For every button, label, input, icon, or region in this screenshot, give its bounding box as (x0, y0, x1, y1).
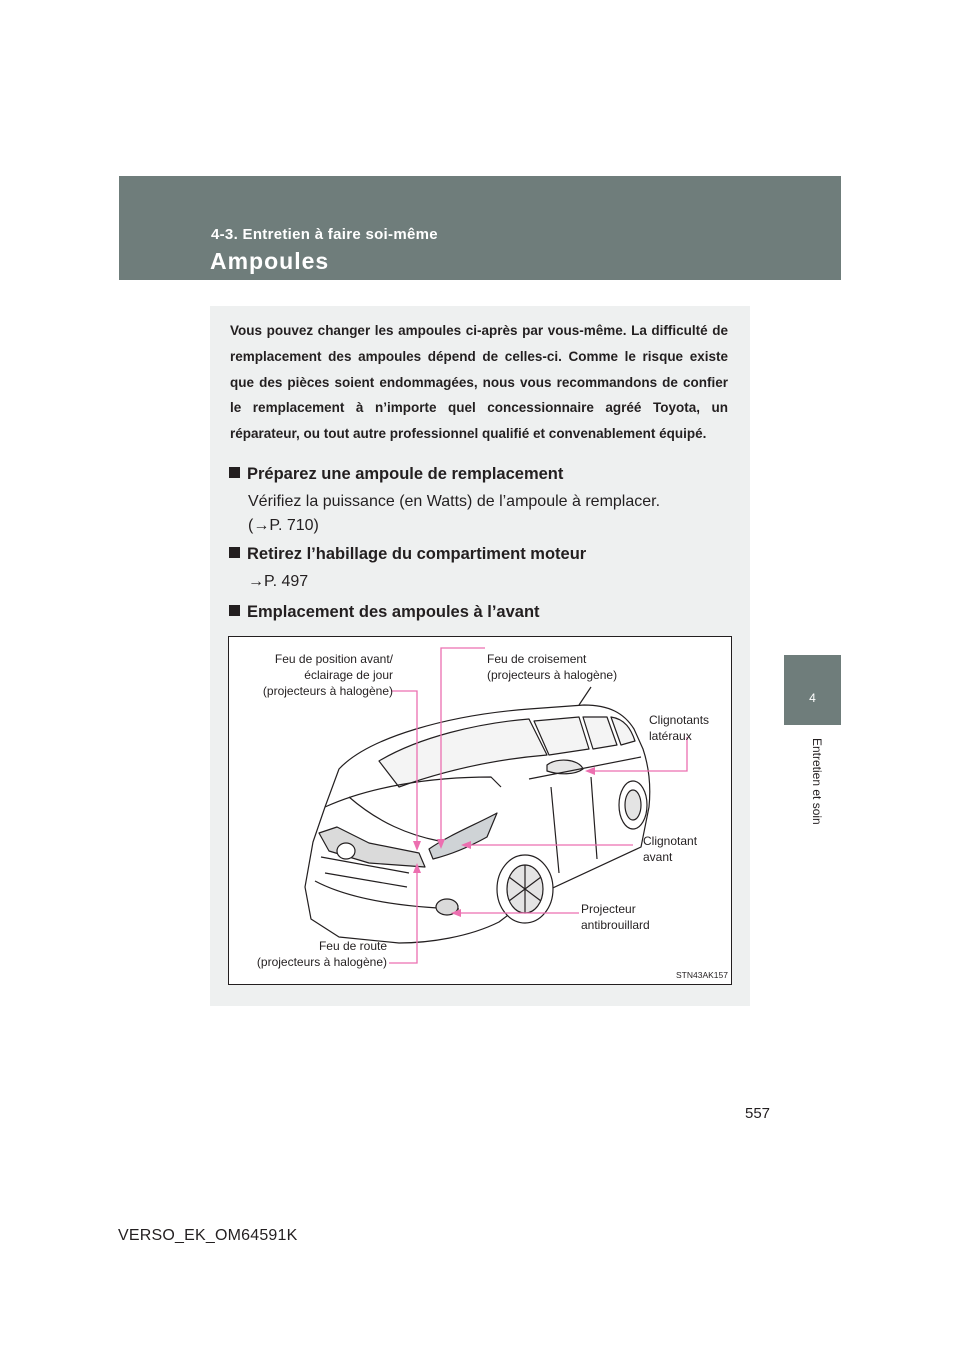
intro-paragraph: Vous pouvez changer les ampoules ci-après par vous-même. La difficulté de remplacement des ampoules dépend de celles-ci. Comme le risque existe que des pièces soient endommagées, nous vous recommandons de confier le remplacement à n’importe quel concessionnaire agréé Toyota, un réparateur, ou tout autre professionnel qualifié et convenablement équipé. (230, 323, 728, 442)
page-number: 557 (745, 1105, 771, 1122)
heading-text: Préparez une ampoule de remplacement (247, 465, 564, 483)
figure-code: STN43AK157 (676, 970, 728, 980)
page-reference-link[interactable]: →P. 497 (248, 573, 309, 590)
heading-text: Emplacement des ampoules à l’avant (247, 603, 540, 621)
heading-front-bulb-locations (229, 603, 540, 622)
body-line: Vérifiez la puissance (en Watts) de l’ampoule à remplacer. (248, 493, 661, 510)
prepare-bulb-text (248, 490, 660, 538)
square-bullet-icon (229, 605, 240, 616)
document-code: VERSO_EK_OM64591K (118, 1227, 298, 1244)
callout-low-beam: Feu de croisement (projecteurs à halogène) (487, 652, 618, 682)
heading-text: Retirez l’habillage du compartiment moteur (247, 545, 587, 563)
bulb-location-figure (228, 636, 732, 985)
page-title: Ampoules (210, 248, 330, 274)
section-label: 4-3. Entretien à faire soi-même (211, 226, 438, 243)
square-bullet-icon (229, 547, 240, 558)
heading-remove-cover (229, 545, 586, 564)
callout-position-light: Feu de position avant/ éclairage de jour (projecteurs à halogène) (262, 652, 393, 698)
square-bullet-icon (229, 467, 240, 478)
chapter-number: 4 (809, 691, 816, 705)
callout-side-turn-signals: Clignotants latéraux (649, 713, 710, 743)
page-reference-link[interactable]: (→P. 710) (248, 517, 319, 534)
chapter-tab[interactable] (784, 655, 841, 725)
chapter-title: Entretien et soin (810, 738, 824, 825)
heading-prepare-bulb (229, 465, 563, 484)
callout-front-turn-signal: Clignotant avant (643, 834, 698, 864)
callout-high-beam: Feu de route (projecteurs à halogène) (256, 939, 387, 969)
callout-fog-light: Projecteur antibrouillard (581, 902, 650, 932)
